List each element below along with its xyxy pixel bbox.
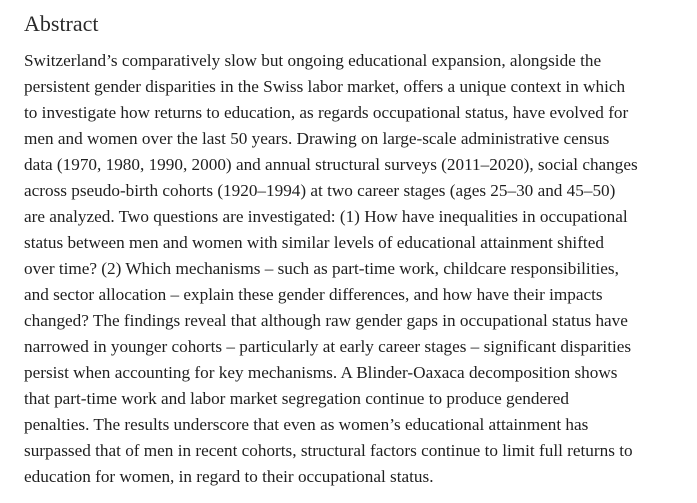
abstract-line: status between men and women with similar levels of educational attainment shifted [24, 233, 604, 252]
abstract-heading: Abstract [24, 11, 99, 36]
abstract-line: and sector allocation – explain these gender differences, and how have their impacts [24, 285, 603, 304]
abstract-line: changed? The findings reveal that although raw gender gaps in occupational status have [24, 311, 628, 330]
abstract-line: across pseudo-birth cohorts (1920–1994) at two career stages (ages 25–30 and 45–50) [24, 181, 616, 200]
abstract-line: persist when accounting for key mechanisms. A Blinder-Oaxaca decomposition shows [24, 363, 618, 382]
abstract-line: narrowed in younger cohorts – particularly at early career stages – significant disparities [24, 337, 632, 356]
abstract-line: are analyzed. Two questions are investigated: (1) How have inequalities in occupational [24, 207, 628, 226]
abstract-line: persistent gender disparities in the Swiss labor market, offers a unique context in which [24, 77, 626, 96]
abstract-line: that part-time work and labor market segregation continue to produce gendered [24, 389, 570, 408]
abstract-line: data (1970, 1980, 1990, 2000) and annual structural surveys (2011–2020), social changes [24, 155, 638, 174]
abstract-line: Switzerland’s comparatively slow but ongoing educational expansion, alongside the [24, 51, 602, 70]
abstract-line: men and women over the last 50 years. Drawing on large-scale administrative census [24, 129, 610, 148]
abstract-line: penalties. The results underscore that even as women’s educational attainment has [24, 415, 589, 434]
abstract-line: to investigate how returns to education, as regards occupational status, have evolved for [24, 103, 629, 122]
abstract-body [24, 48, 638, 490]
abstract-line: over time? (2) Which mechanisms – such as part-time work, childcare responsibilities, [24, 259, 619, 278]
abstract-line: education for women, in regard to their occupational status. [24, 467, 434, 486]
abstract-line: surpassed that of men in recent cohorts, structural factors continue to limit full returns to [24, 441, 633, 460]
